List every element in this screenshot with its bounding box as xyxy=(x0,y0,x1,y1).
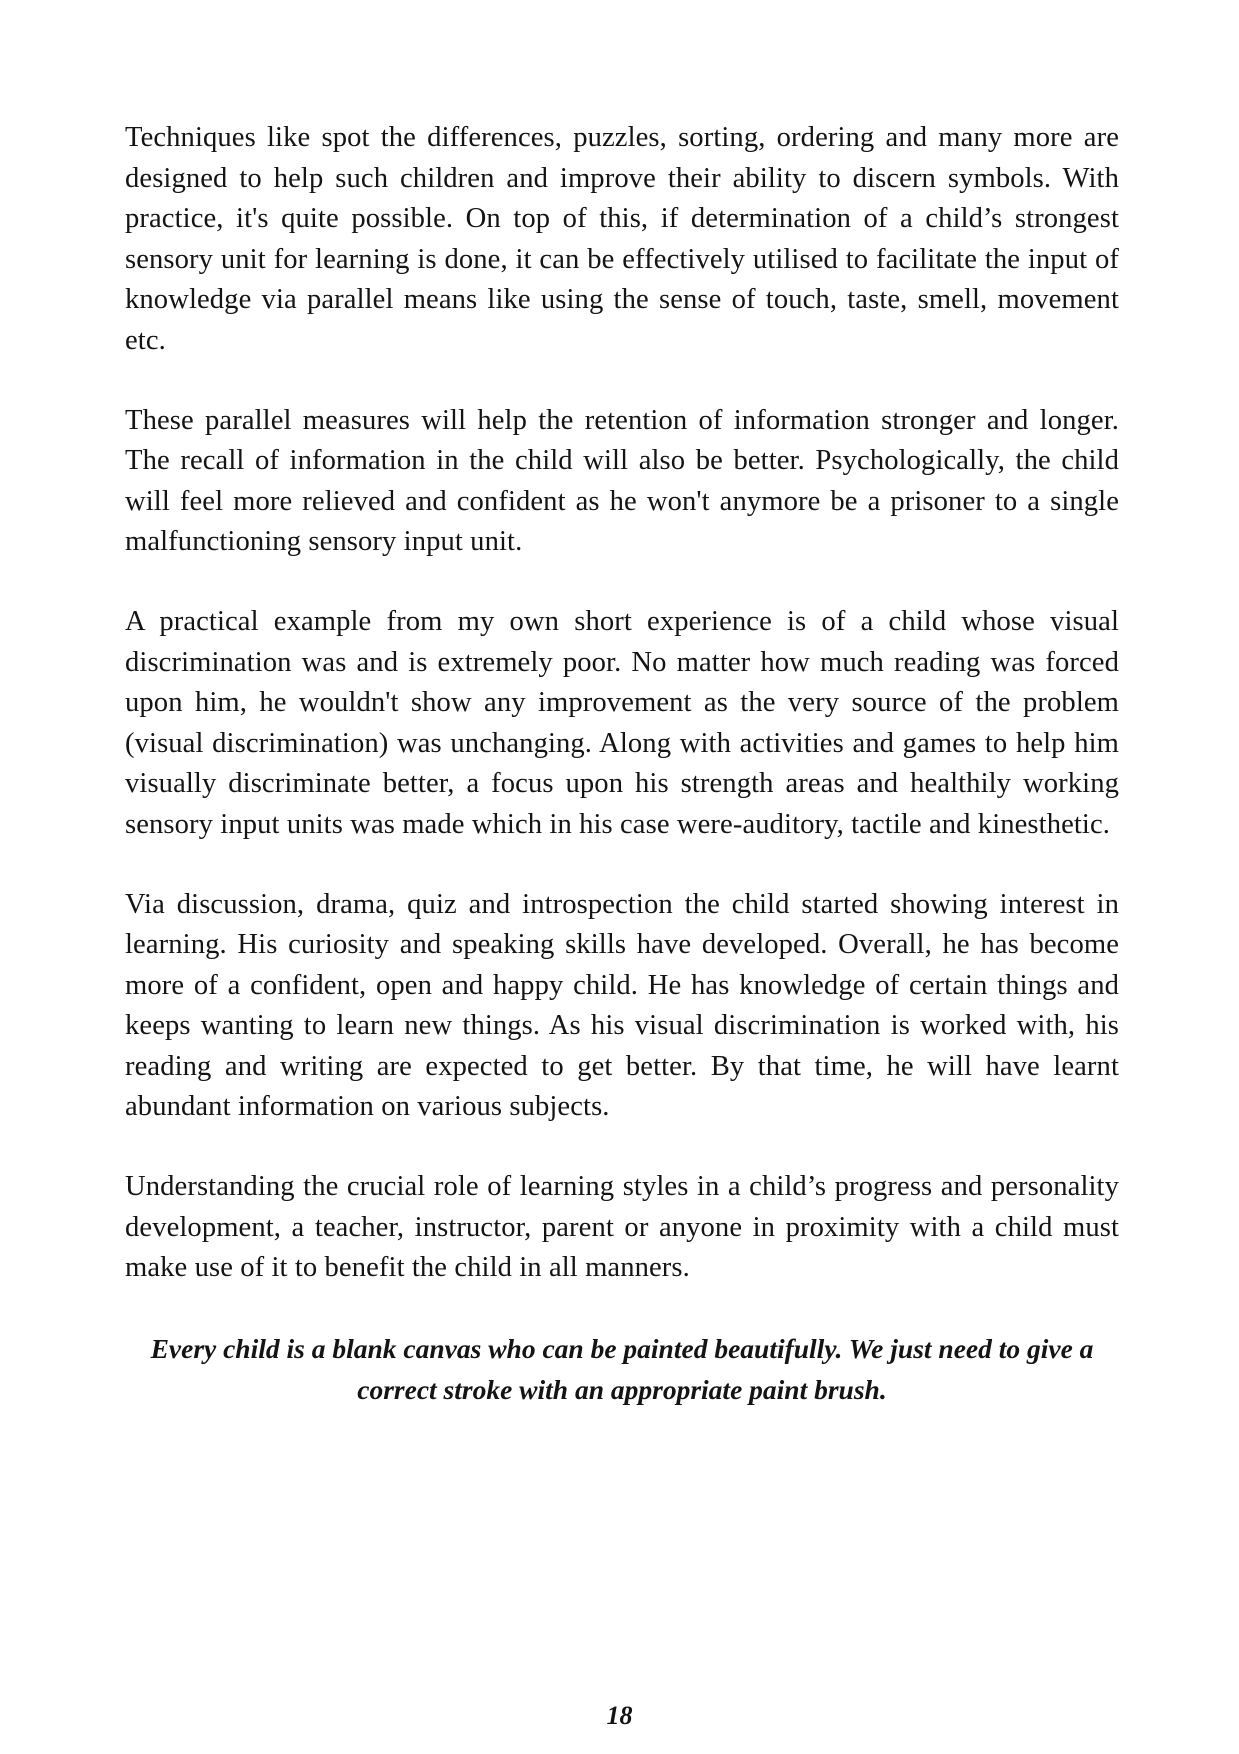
closing-quote: Every child is a blank canvas who can be painted beautifully. We just need to give a correct stroke with an appropriate paint brush. xyxy=(150,1332,1094,1405)
page-body xyxy=(125,118,1119,1410)
paragraph-conclusion: Understanding the crucial role of learning styles in a child’s progress and personality development, a teacher, instructor, parent or anyone in proximity with a child must make use of it to benefit the child in all manners. xyxy=(125,1171,1119,1284)
paragraph-child-progress: Via discussion, drama, quiz and introspection the child started showing interest in learning. His curiosity and speaking skills have developed. Overall, he has become more of a confident, open and happy child. He has knowledge of certain things and keeps wanting to learn new things. As his visual discrimination is worked with, his reading and writing are expected to get better. By that time, he will have learnt abundant information on various subjects. xyxy=(125,888,1119,1123)
paragraph-practical-example: A practical example from my own short experience is of a child whose visual discrimination was and is extremely poor. No matter how much reading was forced upon him, he wouldn't show any improvement as the very source of the problem (visual discrimination) was unchanging. Along with activities and games to help him visually discriminate better, a focus upon his strength areas and healthily working sensory input units was made which in his case were-auditory, tactile and kinesthetic. xyxy=(125,605,1119,840)
page-number: 18 xyxy=(606,1701,633,1730)
paragraph-techniques: Techniques like spot the differences, puzzles, sorting, ordering and many more are designed to help such children and improve their ability to discern symbols. With practice, it's quite possible. On top of this, if determination of a child’s strongest sensory unit for learning is done, it can be effectively utilised to facilitate the input of knowledge via parallel means like using the sense of touch, taste, smell, movement etc. xyxy=(125,122,1119,356)
paragraph-parallel-measures: These parallel measures will help the retention of information stronger and longer. The recall of information in the child will also be better. Psychologically, the child will feel more relieved and confident as he won't anymore be a prisoner to a single malfunctioning sensory input unit. xyxy=(125,404,1119,558)
